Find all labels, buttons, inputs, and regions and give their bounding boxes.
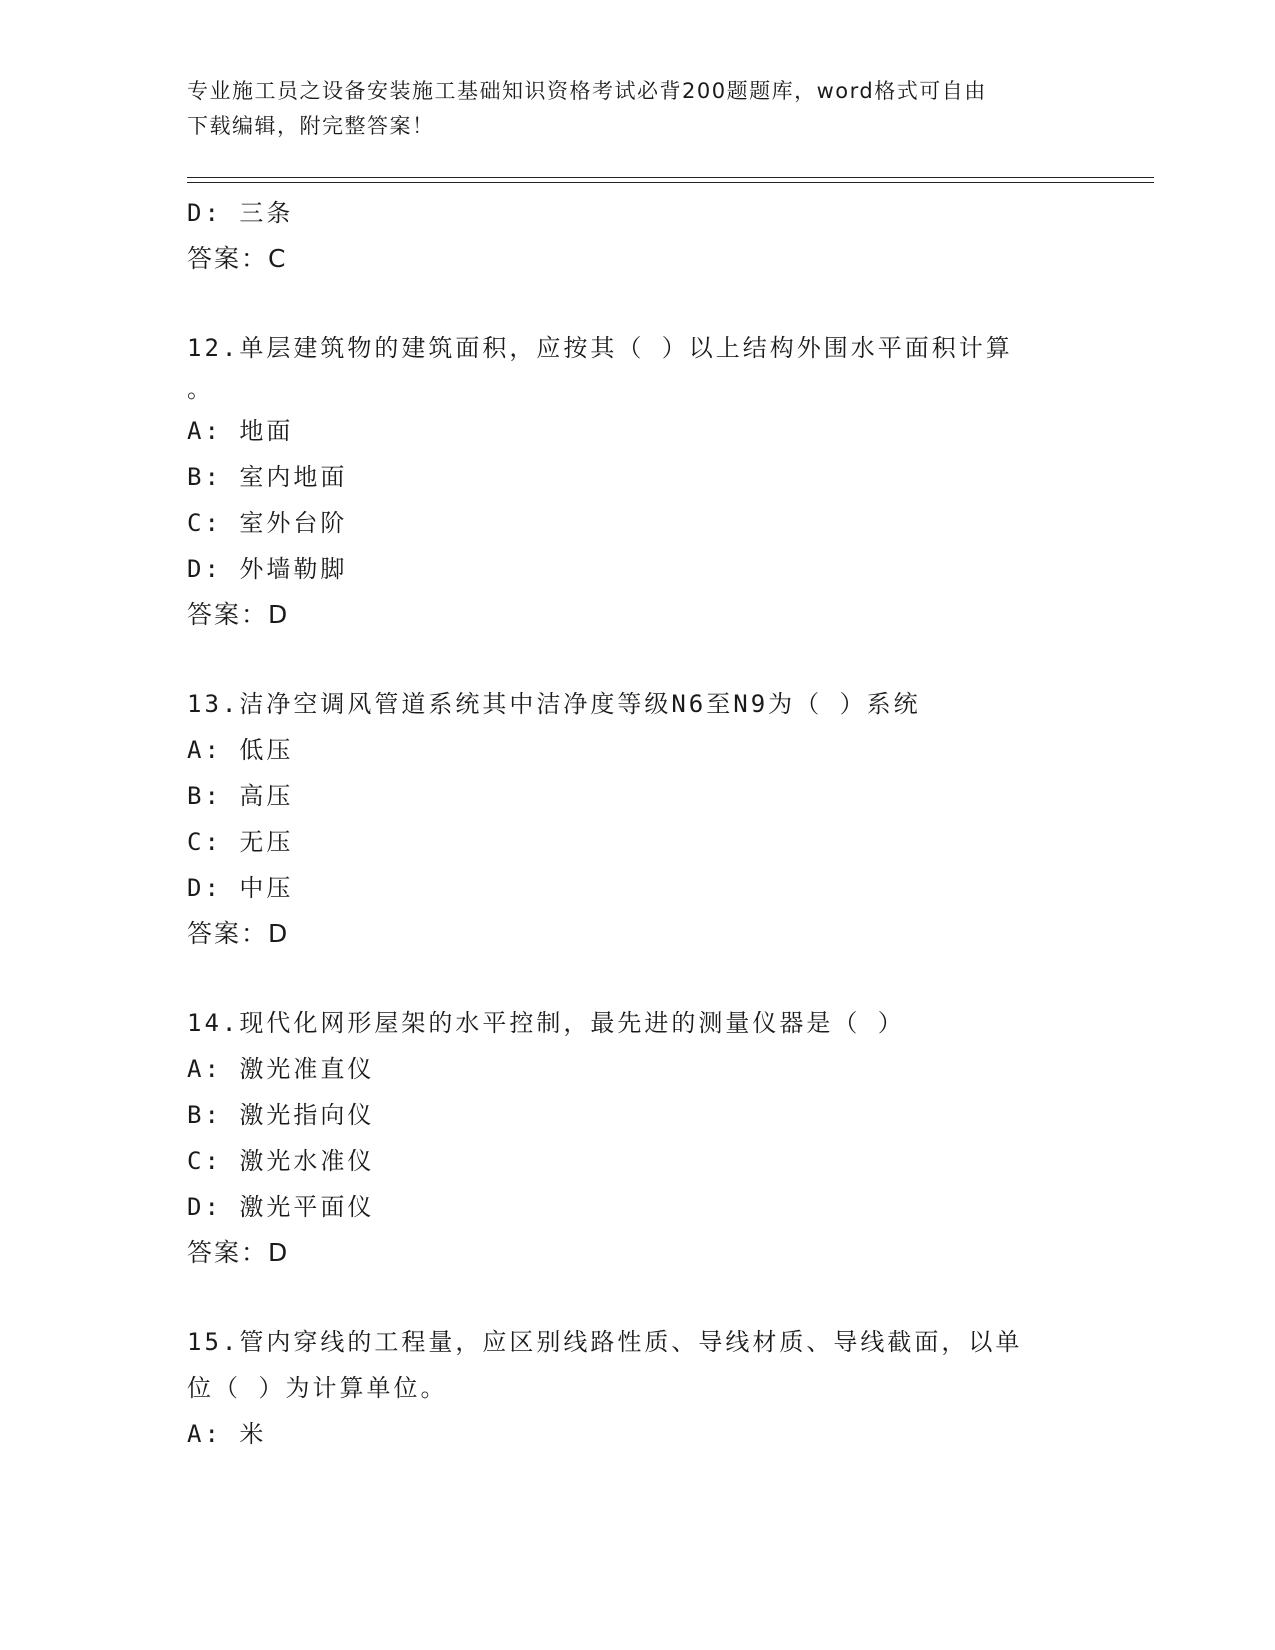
- option-a: A: 米: [187, 1420, 267, 1448]
- question-text-line-1: 12.单层建筑物的建筑面积，应按其（ ）以上结构外围水平面积计算: [187, 334, 1013, 362]
- header-line-1: 专业施工员之设备安装施工基础知识资格考试必背200题题库，word格式可自由: [187, 79, 987, 103]
- option-b: B: 激光指向仪: [187, 1101, 375, 1129]
- option-d: D: 激光平面仪: [187, 1193, 375, 1221]
- question-14: [187, 1000, 1087, 1276]
- question-text: 13.洁净空调风管道系统其中洁净度等级N6至N9为（ ）系统: [187, 690, 921, 718]
- option-d: D: 中压: [187, 874, 294, 902]
- option-c: C: 无压: [187, 828, 294, 856]
- answer: 答案：D: [187, 600, 290, 629]
- question-12: [187, 325, 1087, 638]
- option-d: D: 三条: [187, 199, 294, 227]
- option-a: A: 激光准直仪: [187, 1055, 375, 1083]
- question-15: [187, 1319, 1087, 1457]
- question-13: [187, 681, 1087, 957]
- option-a: A: 地面: [187, 417, 294, 445]
- previous-question-fragment: [187, 190, 1087, 282]
- option-c: C: 室外台阶: [187, 509, 348, 537]
- option-b: B: 高压: [187, 782, 294, 810]
- answer: 答案：D: [187, 1238, 290, 1267]
- option-d: D: 外墙勒脚: [187, 555, 348, 583]
- question-text: 14.现代化网形屋架的水平控制，最先进的测量仪器是（ ）: [187, 1009, 905, 1037]
- question-text-line-2: 位（ ）为计算单位。: [187, 1374, 448, 1402]
- option-a: A: 低压: [187, 736, 294, 764]
- question-text: [187, 325, 1067, 408]
- question-text-line-1: 15.管内穿线的工程量，应区别线路性质、导线材质、导线截面，以单: [187, 1328, 1023, 1356]
- document-header: [187, 74, 1067, 144]
- header-line-2: 下载编辑，附完整答案！: [187, 114, 435, 138]
- answer: 答案：C: [187, 244, 288, 273]
- header-divider-bottom: [187, 182, 1154, 183]
- answer: 答案：D: [187, 919, 290, 948]
- option-b: B: 室内地面: [187, 463, 348, 491]
- option-c: C: 激光水准仪: [187, 1147, 375, 1175]
- header-divider-top: [187, 177, 1154, 178]
- question-list: [187, 190, 1087, 1457]
- question-text-line-2: 。: [187, 375, 214, 403]
